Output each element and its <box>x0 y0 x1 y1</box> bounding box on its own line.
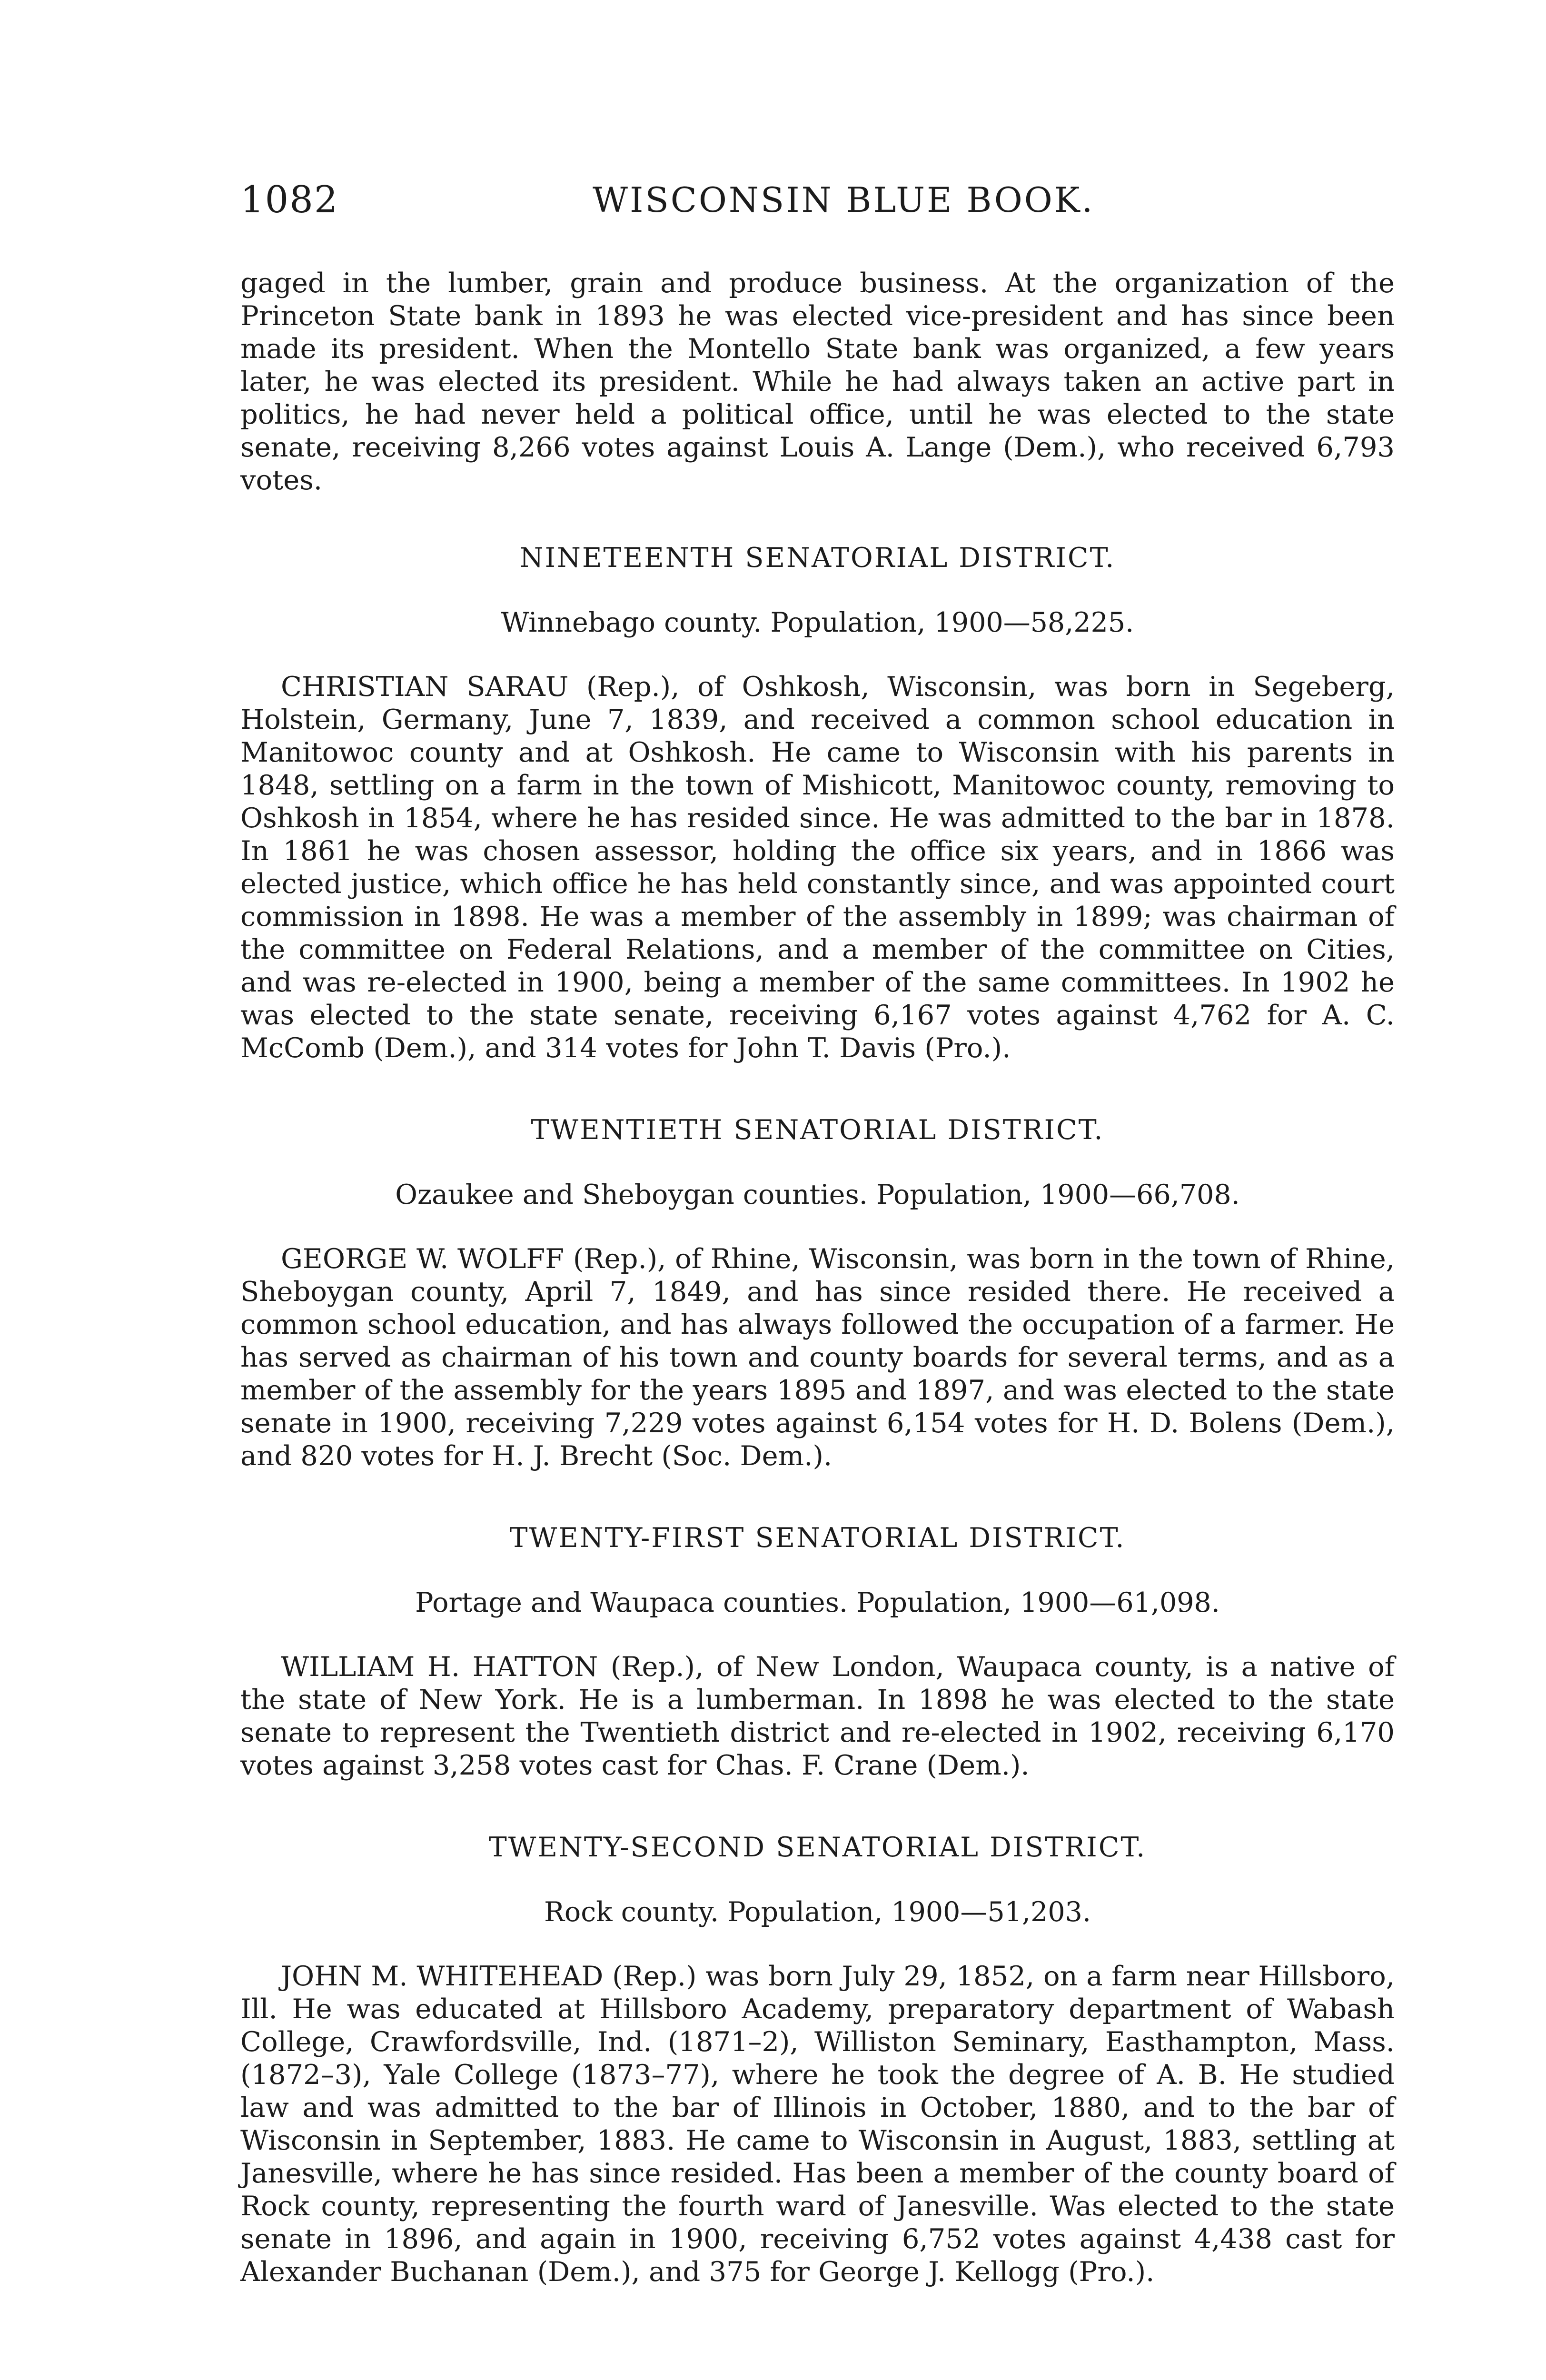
page-header <box>240 174 1383 226</box>
biography-paragraph: CHRISTIAN SARAU (Rep.), of Oshkosh, Wisconsin, was born in Segeberg, Holstein, Germany, June 7, 1839, and received a common school education in Manitowoc county and at Oshkosh. He came to Wisconsin with his parents in 1848, settling on a farm in the town of Mishicott, Manitowoc county, removing to Oshkosh in 1854, where he has resided since. He was admitted to the bar in 1878. In 1861 he was chosen assessor, holding the office six years, and in 1866 was elected justice, which office he has held constantly since, and was appointed court commission in 1898. He was a member of the assembly in 1899; was chairman of the committee on Federal Relations, and a member of the committee on Cities, and was re-elected in 1900, being a member of the same committees. In 1902 he was elected to the state senate, receiving 6,167 votes against 4,762 for A. C. McComb (Dem.), and 314 votes for John T. Davis (Pro.). <box>240 671 1395 1064</box>
running-head: WISCONSIN BLUE BOOK. <box>593 180 1095 220</box>
district-section-nineteenth <box>240 542 1395 1064</box>
district-subheading: Rock county. Population, 1900—51,203. <box>544 1896 1091 1928</box>
biography-paragraph: WILLIAM H. HATTON (Rep.), of New London, Waupaca county, is a native of the state of New York. He is a lumberman. In 1898 he was elected to the state senate to represent the Twentieth district and re-elected in 1902, receiving 6,170 votes against 3,258 votes cast for Chas. F. Crane (Dem.). <box>240 1651 1395 1781</box>
district-subheading: Ozaukee and Sheboygan counties. Population, 1900—66,708. <box>395 1179 1240 1210</box>
district-heading: TWENTIETH SENATORIAL DISTRICT. <box>531 1114 1104 1146</box>
page-number: 1082 <box>240 178 339 221</box>
biography-paragraph: JOHN M. WHITEHEAD (Rep.) was born July 29, 1852, on a farm near Hillsboro, Ill. He was educated at Hillsboro Academy, preparatory department of Wabash College, Crawfordsville, Ind. (1871–2), Williston Seminary, Easthampton, Mass. (1872–3), Yale College (1873–77), where he took the degree of A. B. He studied law and was admitted to the bar of Illinois in October, 1880, and to the bar of Wisconsin in September, 1883. He came to Wisconsin in August, 1883, settling at Janesville, where he has since resided. Has been a member of the county board of Rock county, representing the fourth ward of Janesville. Was elected to the state senate in 1896, and again in 1900, receiving 6,752 votes against 4,438 cast for Alexander Buchanan (Dem.), and 375 for George J. Kellogg (Pro.). <box>240 1960 1395 2288</box>
page-body <box>240 267 1395 2288</box>
district-section-twentieth <box>240 1114 1395 1472</box>
district-subheading: Winnebago county. Population, 1900—58,225. <box>501 607 1134 638</box>
district-section-twenty-first <box>240 1522 1395 1782</box>
district-heading: TWENTY-FIRST SENATORIAL DISTRICT. <box>509 1522 1126 1554</box>
district-section-twenty-second <box>240 1831 1395 2288</box>
district-heading: TWENTY-SECOND SENATORIAL DISTRICT. <box>488 1832 1147 1863</box>
district-heading: NINETEENTH SENATORIAL DISTRICT. <box>519 542 1116 574</box>
district-subheading: Portage and Waupaca counties. Population, 1900—61,098. <box>415 1587 1220 1618</box>
biography-paragraph: GEORGE W. WOLFF (Rep.), of Rhine, Wisconsin, was born in the town of Rhine, Sheboygan county, April 7, 1849, and has since resided there. He received a common school education, and has always followed the occupation of a farmer. He has served as chairman of his town and county boards for several terms, and as a member of the assembly for the years 1895 and 1897, and was elected to the state senate in 1900, receiving 7,229 votes against 6,154 votes for H. D. Bolens (Dem.), and 820 votes for H. J. Brecht (Soc. Dem.). <box>240 1243 1395 1472</box>
continuation-paragraph: gaged in the lumber, grain and produce business. At the organization of the Princeton State bank in 1893 he was elected vice-president and has since been made its president. When the Montello State bank was organized, a few years later, he was elected its president. While he had always taken an active part in politics, he had never held a political office, until he was elected to the state senate, receiving 8,266 votes against Louis A. Lange (Dem.), who received 6,793 votes. <box>240 267 1395 496</box>
